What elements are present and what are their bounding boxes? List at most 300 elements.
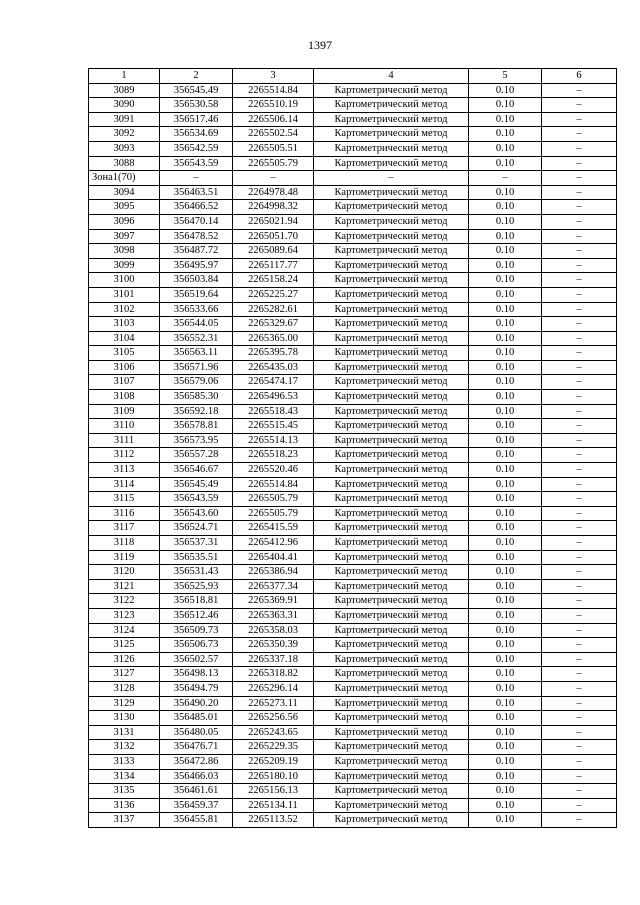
- table-row: [89, 214, 617, 229]
- column-header: 1: [89, 69, 160, 84]
- table-cell: 2265156.13: [233, 784, 314, 799]
- table-cell: 0.10: [469, 83, 542, 98]
- table-cell: –: [542, 171, 617, 186]
- table-cell: –: [542, 623, 617, 638]
- table-row: [89, 638, 617, 653]
- table-cell: –: [542, 112, 617, 127]
- table-cell: 3116: [89, 506, 160, 521]
- table-cell: 3088: [89, 156, 160, 171]
- table-cell: Картометрический метод: [314, 565, 469, 580]
- table-cell: 3114: [89, 477, 160, 492]
- table-cell: 2265318.82: [233, 667, 314, 682]
- table-cell: 356531.43: [160, 565, 233, 580]
- table-cell: 0.10: [469, 711, 542, 726]
- table-cell: 356545.49: [160, 477, 233, 492]
- table-cell: 3123: [89, 608, 160, 623]
- table-cell: 2265415.59: [233, 521, 314, 536]
- table-cell: 3108: [89, 390, 160, 405]
- table-cell: Картометрический метод: [314, 141, 469, 156]
- table-cell: 0.10: [469, 346, 542, 361]
- table-cell: 2265377.34: [233, 579, 314, 594]
- table-cell: 3122: [89, 594, 160, 609]
- table-cell: –: [542, 375, 617, 390]
- table-cell: Картометрический метод: [314, 98, 469, 113]
- table-cell: Картометрический метод: [314, 608, 469, 623]
- table-cell: Картометрический метод: [314, 448, 469, 463]
- table-cell: 356485.01: [160, 711, 233, 726]
- table-cell: 0.10: [469, 550, 542, 565]
- table-cell: Картометрический метод: [314, 83, 469, 98]
- table-cell: –: [542, 536, 617, 551]
- table-cell: 2265296.14: [233, 681, 314, 696]
- table-row: [89, 608, 617, 623]
- table-row: [89, 127, 617, 142]
- table-cell: Картометрический метод: [314, 112, 469, 127]
- table-cell: 2265350.39: [233, 638, 314, 653]
- table-cell: 3100: [89, 273, 160, 288]
- table-cell: –: [542, 141, 617, 156]
- table-cell: Картометрический метод: [314, 273, 469, 288]
- table-cell: Картометрический метод: [314, 667, 469, 682]
- table-cell: 2265117.77: [233, 258, 314, 273]
- table-cell: 3105: [89, 346, 160, 361]
- table-row: [89, 506, 617, 521]
- table-cell: –: [542, 754, 617, 769]
- table-cell: Картометрический метод: [314, 127, 469, 142]
- table-cell: 0.10: [469, 477, 542, 492]
- table-cell: 3092: [89, 127, 160, 142]
- table-row: [89, 711, 617, 726]
- table-cell: –: [542, 740, 617, 755]
- table-cell: 0.10: [469, 433, 542, 448]
- table-row: [89, 317, 617, 332]
- table-cell: 2265386.94: [233, 565, 314, 580]
- table-cell: Картометрический метод: [314, 492, 469, 507]
- table-cell: 2265365.00: [233, 331, 314, 346]
- table-cell: 3119: [89, 550, 160, 565]
- table-cell: 356543.60: [160, 506, 233, 521]
- table-cell: 356512.46: [160, 608, 233, 623]
- table-cell: 0.10: [469, 258, 542, 273]
- table-cell: –: [542, 681, 617, 696]
- table-cell: 2265329.67: [233, 317, 314, 332]
- table-cell: 2265337.18: [233, 652, 314, 667]
- table-row: [89, 390, 617, 405]
- table-cell: –: [542, 214, 617, 229]
- table-cell: 356506.73: [160, 638, 233, 653]
- table-cell: 356470.14: [160, 214, 233, 229]
- table-cell: 0.10: [469, 229, 542, 244]
- table-cell: 0.10: [469, 317, 542, 332]
- table-cell: Картометрический метод: [314, 784, 469, 799]
- table-cell: 0.10: [469, 273, 542, 288]
- table-cell: 356472.86: [160, 754, 233, 769]
- table-cell: –: [542, 492, 617, 507]
- table-cell: –: [542, 769, 617, 784]
- table-cell: 0.10: [469, 667, 542, 682]
- table-cell: 0.10: [469, 463, 542, 478]
- table-cell: –: [542, 331, 617, 346]
- table-row: [89, 83, 617, 98]
- table-cell: 2265243.65: [233, 725, 314, 740]
- table-cell: 3129: [89, 696, 160, 711]
- table-cell: 2265435.03: [233, 360, 314, 375]
- table-cell: 356518.81: [160, 594, 233, 609]
- table-cell: 2265404.41: [233, 550, 314, 565]
- table-cell: –: [542, 784, 617, 799]
- table-cell: 3110: [89, 419, 160, 434]
- table-cell: 356476.71: [160, 740, 233, 755]
- table-cell: –: [542, 550, 617, 565]
- table-cell: –: [542, 419, 617, 434]
- table-cell: 0.10: [469, 813, 542, 828]
- table-row: [89, 448, 617, 463]
- table-cell: 356571.96: [160, 360, 233, 375]
- table-cell: 356487.72: [160, 244, 233, 259]
- table-cell: Картометрический метод: [314, 550, 469, 565]
- table-cell: –: [542, 813, 617, 828]
- table-cell: 356592.18: [160, 404, 233, 419]
- table-cell: 2265209.19: [233, 754, 314, 769]
- table-cell: –: [542, 725, 617, 740]
- table-cell: –: [542, 156, 617, 171]
- table-cell: 356537.31: [160, 536, 233, 551]
- table-cell: 356573.95: [160, 433, 233, 448]
- table-row: [89, 244, 617, 259]
- table-cell: 2265051.70: [233, 229, 314, 244]
- table-cell: 2265273.11: [233, 696, 314, 711]
- table-cell: Картометрический метод: [314, 638, 469, 653]
- table-cell: 356546.67: [160, 463, 233, 478]
- table-row: [89, 652, 617, 667]
- table-cell: 3135: [89, 784, 160, 799]
- table-cell: –: [542, 448, 617, 463]
- table-cell: –: [542, 463, 617, 478]
- table-cell: –: [542, 287, 617, 302]
- table-cell: 2265510.19: [233, 98, 314, 113]
- table-cell: 356552.31: [160, 331, 233, 346]
- table-row: [89, 565, 617, 580]
- table-cell: 2265505.51: [233, 141, 314, 156]
- table-cell: 356543.59: [160, 492, 233, 507]
- table-cell: 356578.81: [160, 419, 233, 434]
- table-cell: Картометрический метод: [314, 317, 469, 332]
- table-cell: 2265363.31: [233, 608, 314, 623]
- table-row: [89, 331, 617, 346]
- table-cell: –: [542, 579, 617, 594]
- table-cell: –: [542, 404, 617, 419]
- table-cell: 356544.05: [160, 317, 233, 332]
- table-cell: –: [542, 390, 617, 405]
- table-cell: Картометрический метод: [314, 594, 469, 609]
- table-cell: 0.10: [469, 200, 542, 215]
- table-cell: 2265496.53: [233, 390, 314, 405]
- table-cell: Картометрический метод: [314, 769, 469, 784]
- table-cell: Картометрический метод: [314, 696, 469, 711]
- table-cell: 3136: [89, 798, 160, 813]
- table-cell: 3101: [89, 287, 160, 302]
- table-cell: Картометрический метод: [314, 200, 469, 215]
- table-cell: –: [542, 798, 617, 813]
- table-row: [89, 346, 617, 361]
- table-row: [89, 623, 617, 638]
- table-cell: –: [469, 171, 542, 186]
- table-cell: 356480.05: [160, 725, 233, 740]
- table-cell: 2265158.24: [233, 273, 314, 288]
- table-cell: –: [542, 652, 617, 667]
- table-cell: 2265180.10: [233, 769, 314, 784]
- table-cell: 2265113.52: [233, 813, 314, 828]
- table-cell: Картометрический метод: [314, 798, 469, 813]
- table-cell: 0.10: [469, 521, 542, 536]
- table-cell: 2265502.54: [233, 127, 314, 142]
- table-cell: –: [542, 696, 617, 711]
- table-cell: 2265505.79: [233, 156, 314, 171]
- table-cell: 3104: [89, 331, 160, 346]
- table-cell: 0.10: [469, 127, 542, 142]
- table-cell: 3090: [89, 98, 160, 113]
- table-cell: 2265412.96: [233, 536, 314, 551]
- table-cell: –: [542, 185, 617, 200]
- table-row: [89, 667, 617, 682]
- table-row: [89, 594, 617, 609]
- table-cell: 356503.84: [160, 273, 233, 288]
- table-cell: 2265256.56: [233, 711, 314, 726]
- table-cell: 3132: [89, 740, 160, 755]
- table-cell: 3115: [89, 492, 160, 507]
- table-cell: 0.10: [469, 492, 542, 507]
- table-cell: Картометрический метод: [314, 725, 469, 740]
- column-header: 2: [160, 69, 233, 84]
- table-cell: 356494.79: [160, 681, 233, 696]
- table-cell: 3131: [89, 725, 160, 740]
- table-cell: 2265506.14: [233, 112, 314, 127]
- table-cell: –: [542, 258, 617, 273]
- table-cell: 3117: [89, 521, 160, 536]
- table-cell: 0.10: [469, 754, 542, 769]
- table-cell: 356524.71: [160, 521, 233, 536]
- table-cell: 2265021.94: [233, 214, 314, 229]
- table-cell: 356585.30: [160, 390, 233, 405]
- table-cell: Картометрический метод: [314, 463, 469, 478]
- table-cell: 3089: [89, 83, 160, 98]
- table-cell: 0.10: [469, 784, 542, 799]
- table-cell: 2265505.79: [233, 506, 314, 521]
- table-row: [89, 287, 617, 302]
- table-cell: 0.10: [469, 112, 542, 127]
- table-row: [89, 725, 617, 740]
- table-cell: 356563.11: [160, 346, 233, 361]
- table-cell: 3093: [89, 141, 160, 156]
- table-cell: –: [542, 273, 617, 288]
- table-cell: 3106: [89, 360, 160, 375]
- table-cell: Картометрический метод: [314, 229, 469, 244]
- table-cell: 2265395.78: [233, 346, 314, 361]
- table-cell: 0.10: [469, 141, 542, 156]
- table-cell: 0.10: [469, 638, 542, 653]
- table-cell: Картометрический метод: [314, 244, 469, 259]
- table-cell: 0.10: [469, 696, 542, 711]
- table-cell: Картометрический метод: [314, 740, 469, 755]
- table-cell: 2265514.13: [233, 433, 314, 448]
- table-cell: Картометрический метод: [314, 623, 469, 638]
- table-cell: –: [542, 317, 617, 332]
- table-cell: 3126: [89, 652, 160, 667]
- table-cell: 2265229.35: [233, 740, 314, 755]
- table-cell: 3120: [89, 565, 160, 580]
- table-cell: Картометрический метод: [314, 477, 469, 492]
- table-row: [89, 740, 617, 755]
- table-row: [89, 98, 617, 113]
- table-cell: –: [542, 360, 617, 375]
- table-cell: –: [542, 477, 617, 492]
- table-cell: Картометрический метод: [314, 346, 469, 361]
- table-header-row: [89, 69, 617, 84]
- table-cell: 0.10: [469, 156, 542, 171]
- table-row: [89, 681, 617, 696]
- table-cell: 0.10: [469, 798, 542, 813]
- table-cell: 2265089.64: [233, 244, 314, 259]
- table-cell: –: [542, 565, 617, 580]
- table-cell: 3098: [89, 244, 160, 259]
- table-cell: 3099: [89, 258, 160, 273]
- table-cell: 356478.52: [160, 229, 233, 244]
- table-cell: 0.10: [469, 681, 542, 696]
- table-cell: 2265358.03: [233, 623, 314, 638]
- table-cell: –: [542, 506, 617, 521]
- table-cell: 2265134.11: [233, 798, 314, 813]
- table-cell: 2264978.48: [233, 185, 314, 200]
- table-cell: 356459.37: [160, 798, 233, 813]
- table-cell: –: [542, 200, 617, 215]
- column-header: 6: [542, 69, 617, 84]
- table-cell: 0.10: [469, 214, 542, 229]
- table-cell: –: [542, 711, 617, 726]
- table-cell: 3121: [89, 579, 160, 594]
- table-cell: 356517.46: [160, 112, 233, 127]
- table-cell: 3137: [89, 813, 160, 828]
- table-row: [89, 433, 617, 448]
- page-number: 1397: [308, 38, 332, 52]
- table-row: [89, 492, 617, 507]
- table-row: [89, 813, 617, 828]
- table-cell: 2265514.84: [233, 477, 314, 492]
- table-cell: Картометрический метод: [314, 375, 469, 390]
- table-cell: 0.10: [469, 608, 542, 623]
- table-cell: 3107: [89, 375, 160, 390]
- table-cell: –: [233, 171, 314, 186]
- table-cell: 3097: [89, 229, 160, 244]
- table-cell: 3112: [89, 448, 160, 463]
- table-cell: Картометрический метод: [314, 536, 469, 551]
- table-row: [89, 754, 617, 769]
- table-cell: 356535.51: [160, 550, 233, 565]
- table-cell: 0.10: [469, 302, 542, 317]
- table-row: [89, 579, 617, 594]
- table-cell: 356461.61: [160, 784, 233, 799]
- table-cell: 0.10: [469, 725, 542, 740]
- table-row: [89, 798, 617, 813]
- table-cell: 0.10: [469, 623, 542, 638]
- table-cell: 356502.57: [160, 652, 233, 667]
- table-cell: 356498.13: [160, 667, 233, 682]
- table-row: [89, 419, 617, 434]
- table-cell: 0.10: [469, 375, 542, 390]
- table-cell: 0.10: [469, 185, 542, 200]
- table-cell: Картометрический метод: [314, 813, 469, 828]
- table-cell: 2265515.45: [233, 419, 314, 434]
- table-cell: –: [542, 521, 617, 536]
- table-cell: 0.10: [469, 594, 542, 609]
- table-cell: Картометрический метод: [314, 156, 469, 171]
- table-cell: –: [542, 244, 617, 259]
- table-cell: 356533.66: [160, 302, 233, 317]
- table-cell: 0.10: [469, 448, 542, 463]
- table-cell: 3133: [89, 754, 160, 769]
- table-cell: 0.10: [469, 579, 542, 594]
- table-cell: 2265518.23: [233, 448, 314, 463]
- table-cell: 3103: [89, 317, 160, 332]
- table-cell: 0.10: [469, 565, 542, 580]
- table-row: [89, 521, 617, 536]
- table-cell: 356509.73: [160, 623, 233, 638]
- table-cell: Картометрический метод: [314, 404, 469, 419]
- table-cell: 3128: [89, 681, 160, 696]
- table-row: [89, 302, 617, 317]
- column-header: 5: [469, 69, 542, 84]
- table-cell: –: [542, 229, 617, 244]
- table-row: [89, 536, 617, 551]
- table-cell: Картометрический метод: [314, 579, 469, 594]
- table-cell: 356455.81: [160, 813, 233, 828]
- table-row: [89, 141, 617, 156]
- table-cell: Картометрический метод: [314, 711, 469, 726]
- table-row: [89, 258, 617, 273]
- table-cell: Картометрический метод: [314, 433, 469, 448]
- coordinates-table: [88, 68, 617, 828]
- table-cell: 3102: [89, 302, 160, 317]
- table-cell: –: [542, 302, 617, 317]
- table-cell: –: [160, 171, 233, 186]
- table-cell: Картометрический метод: [314, 258, 469, 273]
- table-cell: 0.10: [469, 769, 542, 784]
- table-row: [89, 156, 617, 171]
- table-cell: 0.10: [469, 404, 542, 419]
- table-cell: 2265474.17: [233, 375, 314, 390]
- table-cell: 2265282.61: [233, 302, 314, 317]
- table-cell: –: [542, 594, 617, 609]
- table-cell: 356525.93: [160, 579, 233, 594]
- table-cell: 356545.49: [160, 83, 233, 98]
- table-cell: 2265518.43: [233, 404, 314, 419]
- table-cell: Картометрический метод: [314, 419, 469, 434]
- table-cell: 0.10: [469, 390, 542, 405]
- table-cell: 0.10: [469, 419, 542, 434]
- table-cell: 3127: [89, 667, 160, 682]
- table-cell: 3109: [89, 404, 160, 419]
- table-row: [89, 112, 617, 127]
- table-cell: 3095: [89, 200, 160, 215]
- table-cell: Картометрический метод: [314, 185, 469, 200]
- table-cell: –: [542, 127, 617, 142]
- table-cell: 356466.03: [160, 769, 233, 784]
- table-cell: –: [542, 608, 617, 623]
- table-cell: Картометрический метод: [314, 390, 469, 405]
- table-cell: Картометрический метод: [314, 287, 469, 302]
- table-cell: 3130: [89, 711, 160, 726]
- table-cell: –: [542, 346, 617, 361]
- table-cell: –: [542, 638, 617, 653]
